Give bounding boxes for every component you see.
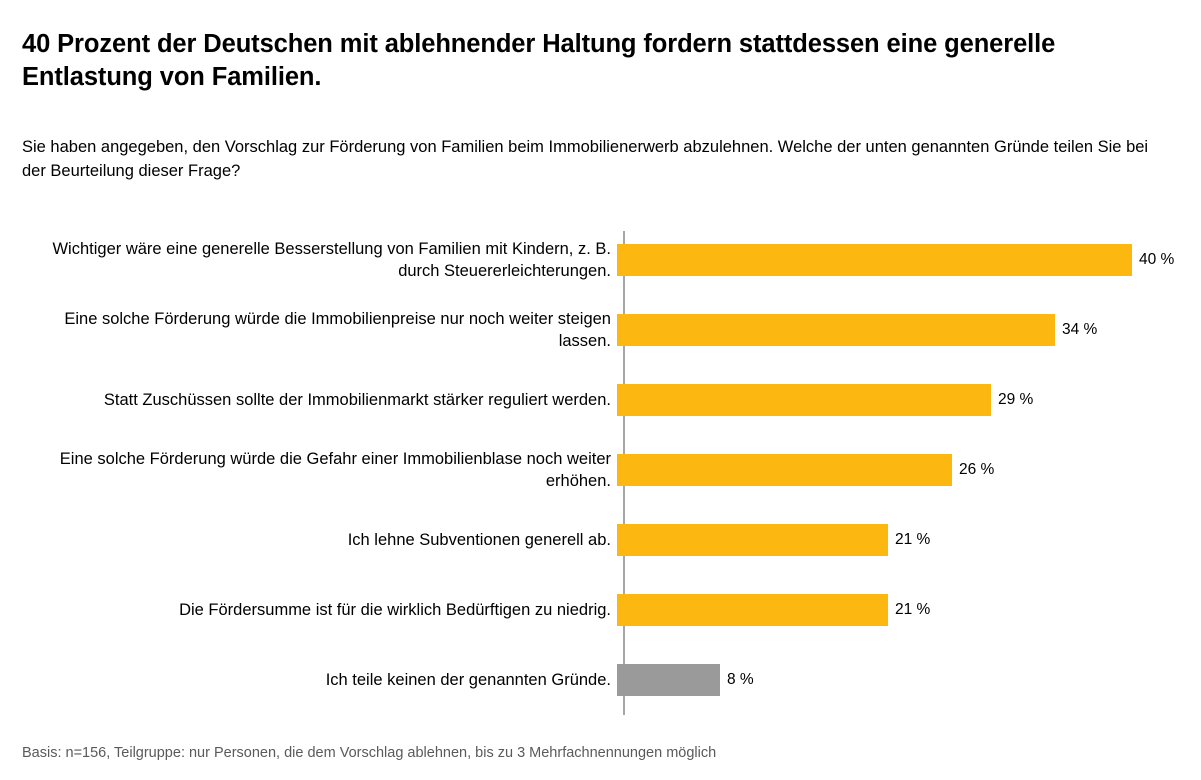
category-label: Ich teile keinen der genannten Gründe.: [325, 671, 611, 689]
category-label: Die Fördersumme ist für die wirklich Bedürftigen zu niedrig.: [179, 601, 611, 619]
chart-rows: [22, 225, 1182, 715]
bar-area: [617, 365, 1182, 435]
bar-area: [617, 225, 1182, 295]
table-row: [22, 575, 1182, 645]
bar-segment: [617, 664, 720, 696]
category-label: Eine solche Förderung würde die Immobilienpreise nur noch weiter steigen lassen.: [64, 310, 611, 350]
bar-area: [617, 645, 1182, 715]
table-row: [22, 225, 1182, 295]
bar-segment: [617, 594, 888, 626]
table-row: [22, 365, 1182, 435]
bar-segment: [617, 314, 1055, 346]
footnote: Basis: n=156, Teilgruppe: nur Personen, die dem Vorschlag ablehnen, bis zu 3 Mehrfachnennungen möglich: [22, 745, 717, 761]
table-row: [22, 505, 1182, 575]
bar-area: [617, 435, 1182, 505]
table-row: [22, 645, 1182, 715]
page-title: 40 Prozent der Deutschen mit ablehnender Haltung fordern stattdessen eine generelle Entlastung von Familien.: [22, 30, 1056, 91]
bar-chart: [22, 225, 1182, 715]
footer-divider: [0, 733, 1201, 734]
bar-value-label: 21 %: [895, 531, 931, 548]
bar-area: [617, 505, 1182, 575]
table-row: [22, 295, 1182, 365]
bar-value-label: 8 %: [727, 671, 754, 688]
category-label: Statt Zuschüssen sollte der Immobilienmarkt stärker reguliert werden.: [103, 391, 611, 409]
bar-segment: [617, 454, 952, 486]
bar-area: [617, 295, 1182, 365]
bar-value-label: 40 %: [1139, 251, 1175, 268]
bar-segment: [617, 244, 1132, 276]
bar-value-label: 26 %: [959, 461, 995, 478]
table-row: [22, 435, 1182, 505]
bar-area: [617, 575, 1182, 645]
category-label: Wichtiger wäre eine generelle Besserstellung von Familien mit Kindern, z. B. durch Steuererleichterungen.: [52, 240, 611, 280]
bar-segment: [617, 384, 991, 416]
question-text: Sie haben angegeben, den Vorschlag zur Förderung von Familien beim Immobilienerwerb abzulehnen. Welche der unten genannten Gründe teilen Sie bei der Beurteilung dieser Frage?: [22, 138, 1149, 180]
category-label: Eine solche Förderung würde die Gefahr einer Immobilienblase noch weiter erhöhen.: [59, 450, 611, 490]
bar-value-label: 29 %: [998, 391, 1034, 408]
bar-value-label: 21 %: [895, 601, 931, 618]
bar-segment: [617, 524, 888, 556]
category-label: Ich lehne Subventionen generell ab.: [347, 531, 611, 549]
bar-value-label: 34 %: [1062, 321, 1098, 338]
